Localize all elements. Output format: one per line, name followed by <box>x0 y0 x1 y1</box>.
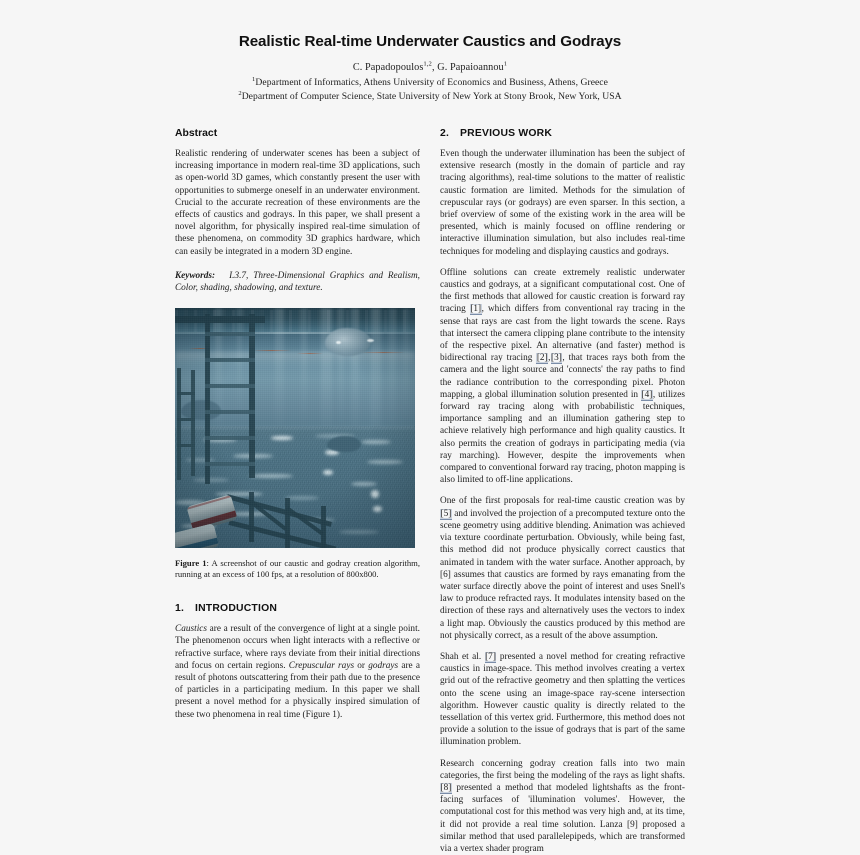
floating-debris-highlight <box>336 341 341 344</box>
citation-link-2[interactable]: [2] <box>536 353 548 364</box>
author-1-affiliation-marker: 1,2 <box>423 60 432 68</box>
figure-1-caption-text: A screenshot of our caustic and godray creation algorithm, running at an excess of 100 fps, at a resolution of 800x800. <box>175 557 420 579</box>
figure-1-label: Figure 1 <box>175 557 207 568</box>
introduction-text-2: or <box>354 660 369 671</box>
affiliation-2 <box>0 90 860 104</box>
godray <box>338 308 344 430</box>
abstract-text: Realistic rendering of underwater scenes has been a subject of increasing importance in modern real-time 3D applications, such as open-world 3D games, which constantly present the user with opportunities to submerge oneself in an underwater environment. Crucial to the accurate recreation of these environments are the effects of caustics and godrays. In this paper, we shall present a novel algorithm, for physically inspired real-time simulation of these phenomena, on commodity 3D graphics hardware, which can easily be integrated in a modern 3D engine. <box>175 149 420 257</box>
previous-work-paragraph-3 <box>440 495 685 641</box>
author-separator: , <box>431 62 438 73</box>
pw3-text-2: and involved the projection of a precomputed texture onto the scene geometry using additive blending. Animation was achieved via texture coordinate perturbation. Obviously, while being fast, this method did not produce physically correct caustics that animated in tandem with the water surface. Another approach, by [6] assumes that caustics are formed by rays emanating from the water surface directly above the point of interest and uses Snell's law to produce refracted rays. It modulates intensity based on the direction of these rays and alternatively uses the vectors to index a light map. Obviously the caustics produced by this method are not physically correct, as a result of the above assumption. <box>440 508 685 641</box>
section-introduction <box>175 603 420 721</box>
citation-link-3[interactable]: [3] <box>551 353 562 364</box>
godray <box>275 308 284 440</box>
floating-debris <box>325 328 371 356</box>
paper-header <box>0 33 860 104</box>
figure-1-caption-separator: : <box>206 557 209 568</box>
keywords-label: Keywords: <box>175 270 216 281</box>
figure-1-image <box>175 308 415 548</box>
previous-work-paragraph-1: Even though the underwater illumination has been the subject of extensive research (mostly in the domain of particle and ray tracing algorithms), real-time solutions to the matter of realistic caustic formation are limited. Methods for the simulation of crepuscular rays (or godrays) are even sparser. In this section, a brief overview of some of the existing work in the area will be presented, which is mainly focused on offline rendering or interactive illumination simulation, but also includes real-time techniques for modeling and displaying caustics and godrays. <box>440 149 685 257</box>
seafloor-frame <box>227 486 347 548</box>
frame-post <box>321 506 326 548</box>
godray <box>301 308 307 426</box>
previous-work-heading <box>440 128 685 139</box>
citation-link-5[interactable]: [5] <box>440 508 452 519</box>
floating-debris-highlight <box>367 339 374 342</box>
page-title: Realistic Real-time Underwater Caustics and Godrays <box>238 33 622 50</box>
tower-post <box>177 368 181 480</box>
tower-rung <box>205 384 255 388</box>
affiliation-1 <box>0 76 860 90</box>
pw4-text-1: Shah et al. <box>440 651 485 662</box>
previous-work-paragraph-5 <box>440 758 685 855</box>
underwater-scene <box>175 308 415 548</box>
tower-rung <box>177 444 195 447</box>
citation-link-4[interactable]: [4] <box>641 389 653 400</box>
tower-rung <box>205 462 255 466</box>
introduction-paragraph-1 <box>175 623 420 721</box>
pw2-text-5: , utilizes forward ray tracing along with probabilistic techniques, importance sampling and an illumination gathering step to achieve relatively high performance and high quality caustics. It also permits the creation of godrays in participating media (via ray marching). However, despite the improvements when compared to conventional forward ray tracing, photon mapping is also limited to off-line applications. <box>440 389 685 486</box>
affiliation-1-text: Department of Informatics, Athens University of Economics and Business, Athens, Greece <box>255 77 608 88</box>
authors-line <box>0 62 860 73</box>
tower-rung <box>205 410 255 414</box>
godray <box>389 308 396 436</box>
pw5-text-1: Research concerning godray creation falls into two main categories, the first being the modeling of the rays as light shafts. <box>440 758 685 781</box>
citation-link-8[interactable]: [8] <box>440 782 452 793</box>
citation-link-1[interactable]: [1] <box>470 304 482 315</box>
godray <box>403 308 409 420</box>
scaffolding-tower <box>175 314 265 494</box>
author-2-name: G. Papaioannou <box>437 62 504 73</box>
term-caustics: Caustics <box>175 624 208 635</box>
tower-rung <box>177 418 195 421</box>
pw5-text-2: presented a method that modeled lightshafts as the front-facing surfaces of 'illumination volumes'. However, the computational cost for this method was very high and, at its time, it did not provide a real time solution. Lanza [9] proposed a similar method that used parallelepipeds, which are transformed via a vertex shader program <box>440 782 685 854</box>
term-crepuscular-rays: Crepuscular rays <box>288 660 355 671</box>
introduction-number: 1. <box>175 603 185 615</box>
right-column <box>440 128 685 855</box>
figure-1 <box>175 308 420 581</box>
tower-crossbeam <box>175 316 265 323</box>
affiliation-1-marker: 1 <box>252 75 256 83</box>
affiliation-2-text: Department of Computer Science, State University of New York at Stony Brook, New York, USA <box>241 91 622 102</box>
previous-work-number: 2. <box>440 128 450 139</box>
keywords <box>175 270 420 295</box>
introduction-heading-text: INTRODUCTION <box>195 603 278 615</box>
abstract-heading: Abstract <box>175 128 218 139</box>
figure-1-caption <box>175 558 420 581</box>
author-1-name: C. Papadopoulos <box>352 62 424 73</box>
introduction-text-3: are a result of photons outscattering from their path due to the presence of particles in a participating medium. In this paper we shall present a novel method for a physically inspired simulation of these two phenomena in real time (Figure 1). <box>175 660 420 720</box>
pw2-text-1: Offline solutions can create extremely realistic underwater caustics and godrays, at a significant computational cost. One of the first methods that allowed for caustic creation is forward ray tracing <box>440 267 685 315</box>
author-2-affiliation-marker: 1 <box>503 60 508 68</box>
tower-post <box>191 370 195 476</box>
left-column <box>175 128 420 721</box>
tower-post <box>205 314 210 484</box>
pw2-text-3: , <box>548 353 551 364</box>
pw4-text-2: presented a novel method for creating refractive caustics in image-space. This method involves creating a vertex grid out of the refractive geometry and then splatting the vertices onto the scene using an image-space ray-scene intersection algorithm. However caustic quality is directly related to the tessellation of this vertex grid. Furthermore, this method does not provide a solution to the issue of godrays that is part of the same illumination problem. <box>440 651 685 748</box>
previous-work-paragraph-2 <box>440 267 685 487</box>
tower-rung <box>205 436 255 440</box>
introduction-text-1: are a result of the convergence of light at a single point. The phenomenon occurs when light interacts with a reflective or refractive surface, where rays deviate from their initial directions and focus on certain regions. <box>175 624 420 671</box>
citation-link-7[interactable]: [7] <box>485 651 496 662</box>
keywords-text: I.3.7, Three-Dimensional Graphics and Realism, Color, shading, shadowing, and texture. <box>175 270 420 294</box>
tower-rung <box>205 332 255 336</box>
pw2-text-2: , which differs from conventional ray tracing in the sense that rays are cast from the light towards the scene. Rays that intersect the camera clipping plane contribute to the intensity of the respective pixel. An alternative (and faster) method is bidirectional ray tracing <box>440 304 686 364</box>
debris-streak <box>361 352 405 354</box>
term-godrays: godrays <box>368 660 399 671</box>
affiliation-2-marker: 2 <box>238 89 242 97</box>
tower-rung <box>205 358 255 362</box>
pw3-text-1: One of the first proposals for real-time caustic creation was by <box>440 496 685 507</box>
tower-post <box>249 314 255 478</box>
introduction-heading <box>175 603 420 614</box>
previous-work-heading-text: PREVIOUS WORK <box>460 128 553 139</box>
previous-work-paragraph-4 <box>440 651 685 749</box>
rock <box>327 436 361 452</box>
tower-rung <box>177 392 195 395</box>
pw2-text-4: , that traces rays both from the camera and the light source and 'connects' the ray paths to find the radiance contribution to the corresponding pixel. Photon mapping, a global illumination solution presented in <box>440 353 685 400</box>
